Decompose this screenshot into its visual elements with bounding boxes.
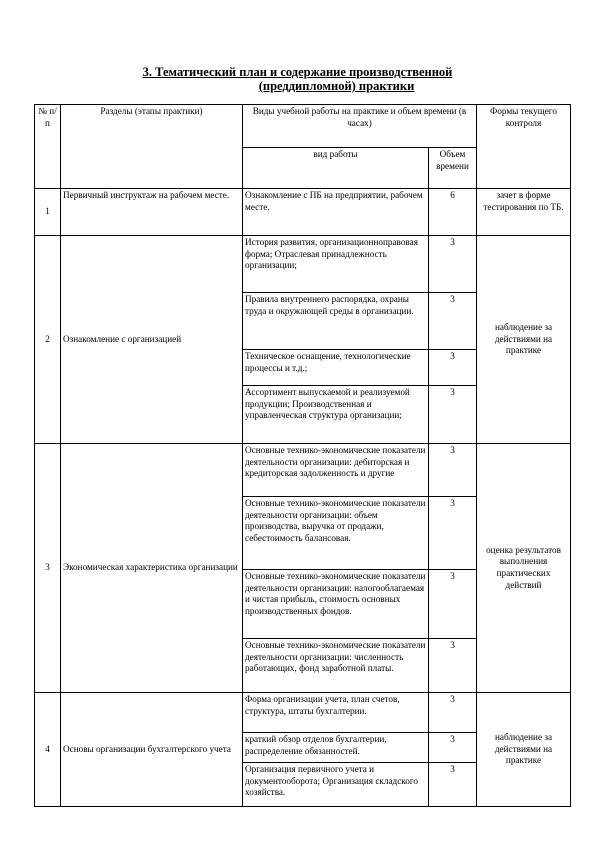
section-number: 2 [35,236,61,444]
header-forms: Формы текущего контроля [477,105,571,189]
table-row [35,189,571,236]
work-hours: 3 [429,386,477,444]
header-work: вид работы [243,148,429,189]
control-form: наблюдение за действиями на практике [477,693,571,807]
document-title [0,65,595,93]
control-form: оценка результатов выполнения практических действий [477,444,571,693]
work-type: Основные технико-экономические показатели деятельности организации: налогооблагаемая и чистая прибыль, стоимость основных производственных фондов. [243,570,429,639]
table-header-row [35,105,571,148]
section-name: Первичный инструктаж на рабочем месте. [61,189,243,236]
work-type: краткий обзор отделов бухгалтерии, распределение обязанностей. [243,733,429,763]
work-type: История развития, организационнoправовая форма; Отраслевая принадлежность организации; [243,236,429,293]
control-form: зачет в форме тестирования по ТБ. [477,189,571,236]
thematic-plan-table [34,104,571,807]
title-line-1: 3. Тематический план и содержание производственной [142,65,453,79]
work-type: Основные технико-экономические показатели деятельности организации: численность работающих, фонд заработной платы. [243,639,429,693]
header-num: № п/п [35,105,61,189]
work-type: Организация первичного учета и документооборота; Организация складского хозяйства. [243,763,429,807]
work-hours: 3 [429,350,477,386]
work-hours: 3 [429,639,477,693]
header-sections: Разделы (этапы практики) [61,105,243,189]
section-number: 4 [35,693,61,807]
table-row [35,693,571,733]
work-type: Правила внутреннего распорядка, охраны труда и окружающей среды в организации. [243,293,429,350]
work-type: Ассортимент выпускаемой и реализуемой продукции; Производственная и управленческая структура организации; [243,386,429,444]
work-type: Техническое оснащение, технологические процессы и т.д.; [243,350,429,386]
header-types-group: Виды учебной работы на практике и объем времени (в часах) [243,105,477,148]
header-volume: Объем времени [429,148,477,189]
control-form: наблюдение за действиями на практике [477,236,571,444]
work-hours: 3 [429,733,477,763]
table-row [35,444,571,497]
work-hours: 6 [429,189,477,236]
work-type: Ознакомление с ПБ на предприятии, рабочем месте. [243,189,429,236]
section-number: 3 [35,444,61,693]
work-type: Основные технико-экономические показатели деятельности организации: дебиторская и кредиторская задолженность и другие [243,444,429,497]
section-name: Экономическая характеристика организации [61,444,243,693]
work-type: Основные технико-экономические показатели деятельности организации: объем производства, выручка от продажи, себестоимость балансовая. [243,497,429,570]
work-hours: 3 [429,570,477,639]
section-name: Ознакомление с организацией [61,236,243,444]
work-type: Форма организации учета, план счетов, структура, штаты бухгалтерии. [243,693,429,733]
work-hours: 3 [429,444,477,497]
section-name: Основы организации бухгалтерского учета [61,693,243,807]
work-hours: 3 [429,763,477,807]
work-hours: 3 [429,293,477,350]
work-hours: 3 [429,236,477,293]
work-hours: 3 [429,693,477,733]
work-hours: 3 [429,497,477,570]
section-number: 1 [35,189,61,236]
title-line-2: (преддипломной) практики [258,79,415,93]
table-row [35,236,571,293]
